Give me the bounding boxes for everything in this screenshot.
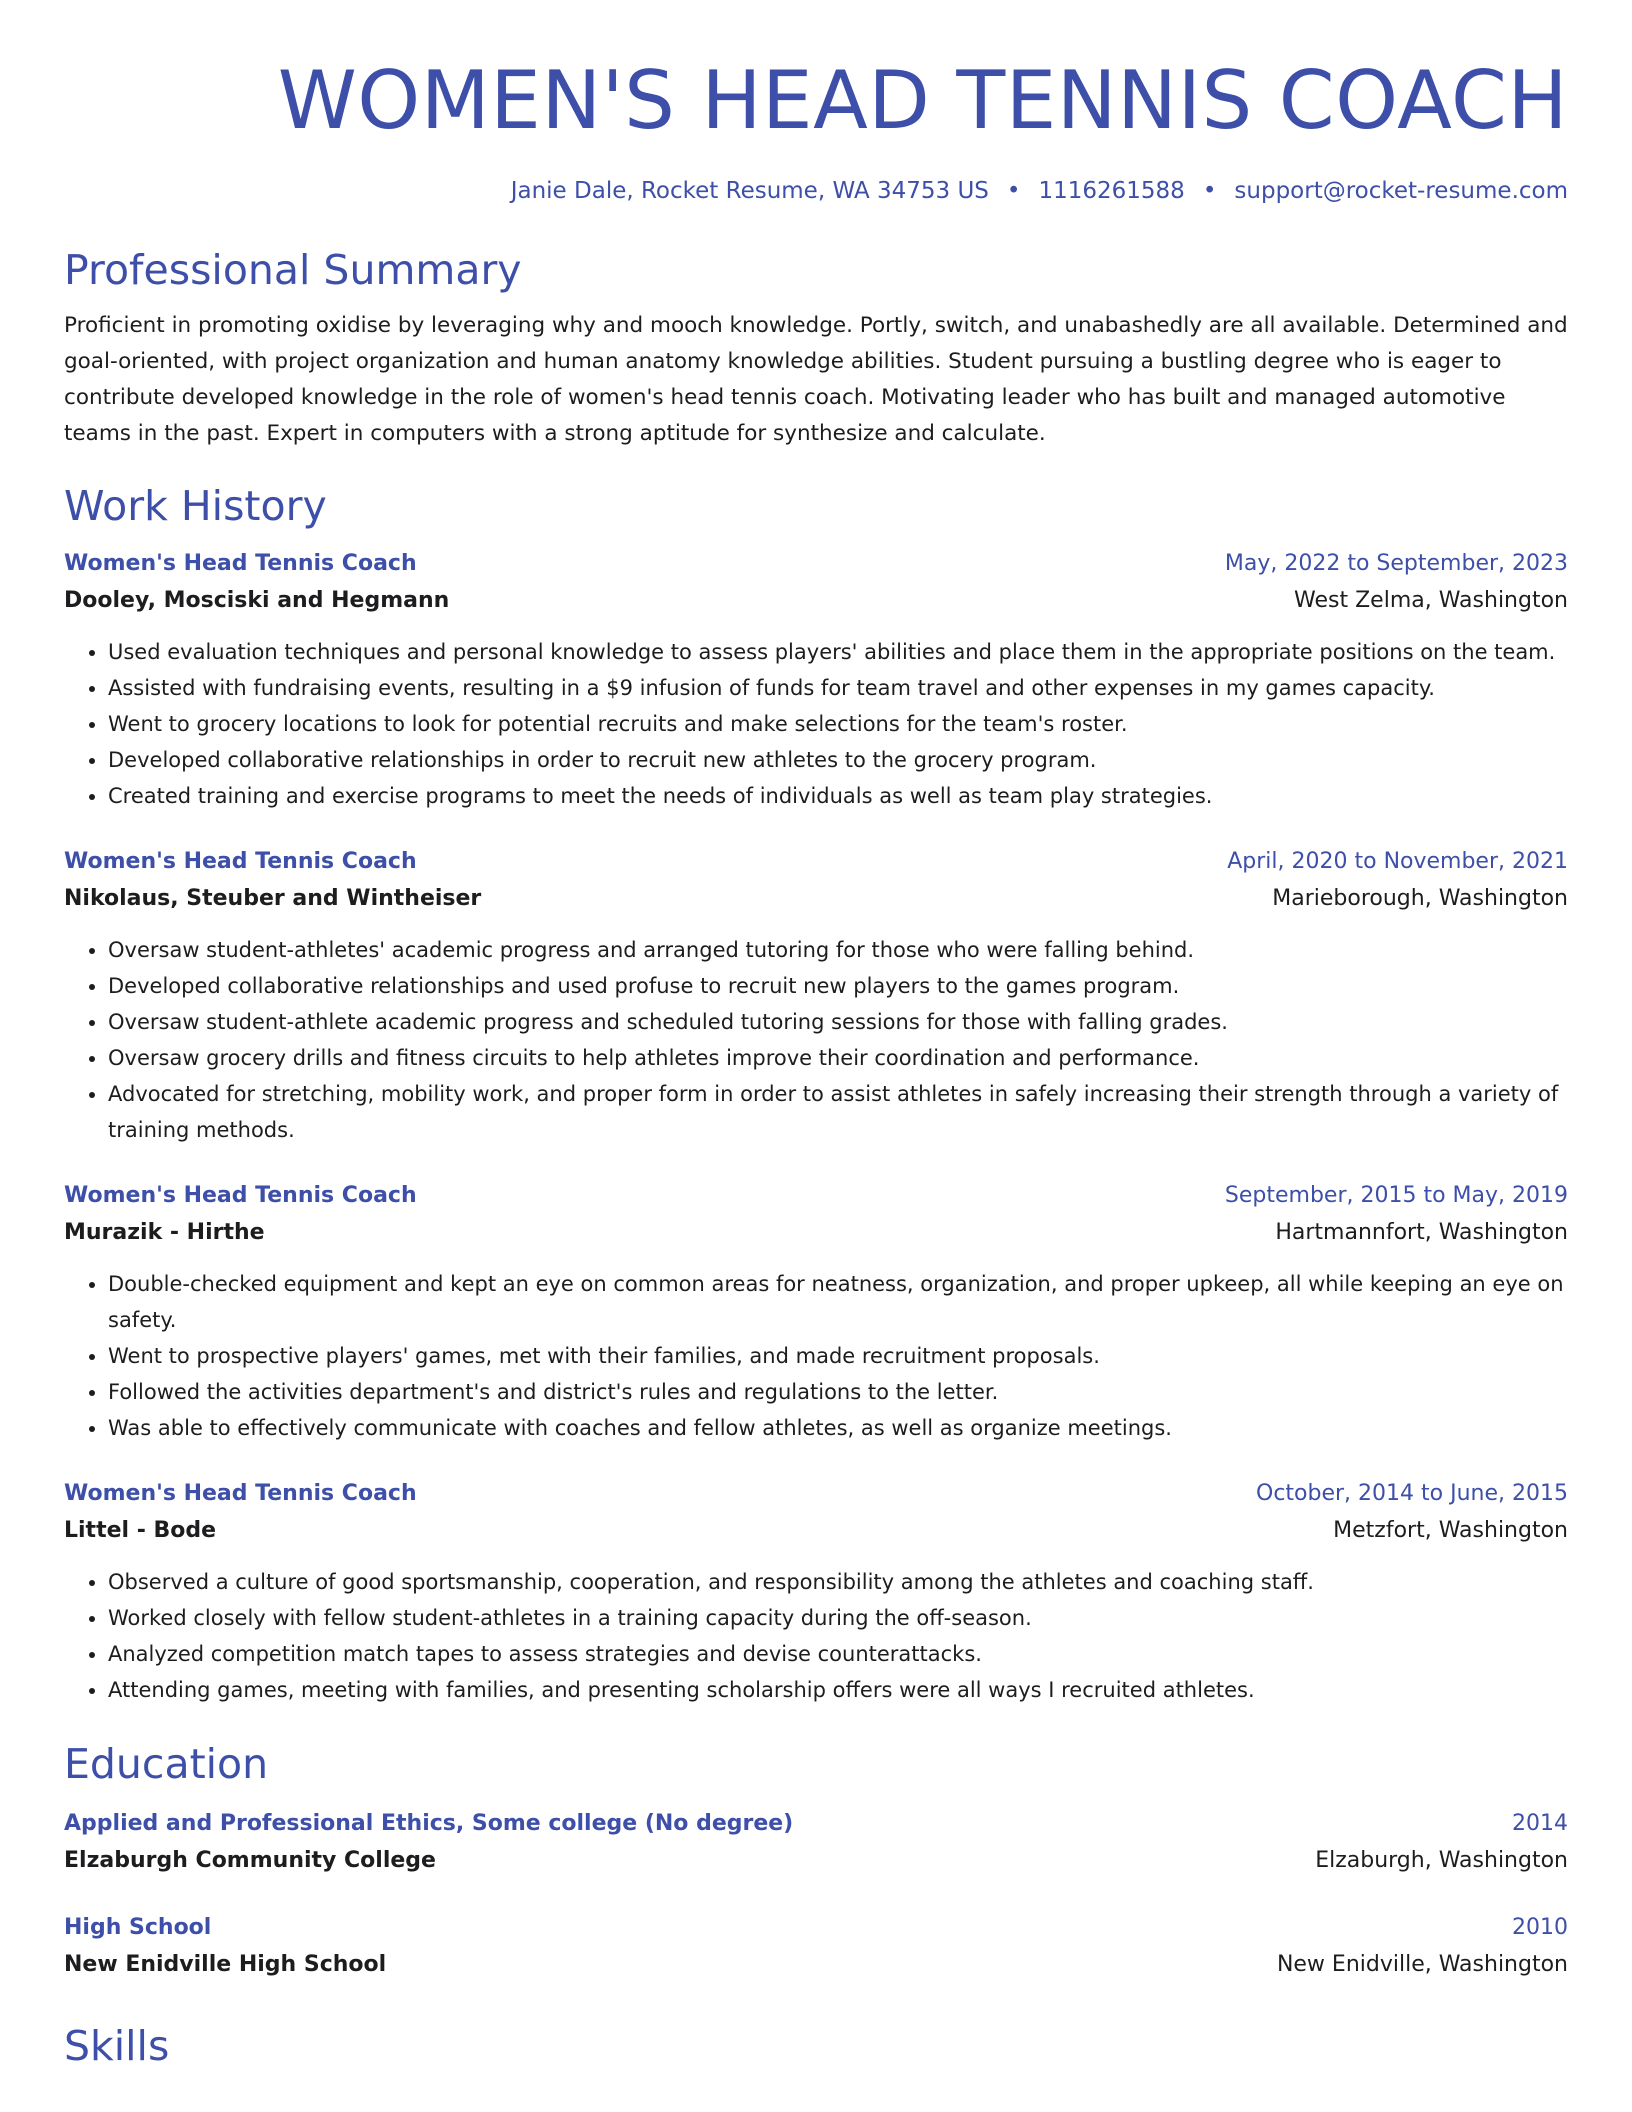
education-entry: [64, 1806, 1568, 1880]
job-location: West Zelma, Washington: [1294, 588, 1568, 613]
education-degree: Applied and Professional Ethics, Some college (No degree): [64, 1811, 794, 1836]
job-entry: [64, 844, 1568, 1148]
education-header-row: [64, 1910, 1568, 1946]
education-school-row: [64, 1946, 1568, 1984]
job-bullet: • Oversaw grocery drills and fitness circuits to help athletes improve their coordination and performance.: [108, 1040, 1568, 1076]
education-year: 2010: [1512, 1915, 1568, 1940]
job-location: Marieborough, Washington: [1272, 886, 1568, 911]
job-company: Littel - Bode: [64, 1518, 217, 1543]
job-title: Women's Head Tennis Coach: [64, 1481, 417, 1506]
summary-heading: Professional Summary: [64, 246, 522, 294]
work-history-heading: Work History: [64, 482, 327, 530]
job-bullet: • Observed a culture of good sportsmanship, cooperation, and responsibility among the athletes and coaching staff.: [108, 1564, 1568, 1600]
job-title: Women's Head Tennis Coach: [64, 551, 417, 576]
education-location: New Enidville, Washington: [1276, 1952, 1568, 1977]
job-bullet-list: [64, 932, 1568, 1148]
education-heading: Education: [64, 1740, 269, 1788]
job-company-row: [64, 880, 1568, 918]
job-company: Murazik - Hirthe: [64, 1220, 265, 1245]
job-dates: October, 2014 to June, 2015: [1256, 1481, 1568, 1506]
job-bullet: • Went to grocery locations to look for potential recruits and make selections for the team's roster.: [108, 706, 1568, 742]
education-location: Elzaburgh, Washington: [1315, 1848, 1568, 1873]
job-location: Hartmannfort, Washington: [1275, 1220, 1568, 1245]
job-bullet: • Oversaw student-athletes' academic progress and arranged tutoring for those who were falling behind.: [108, 932, 1568, 968]
job-entry: [64, 1178, 1568, 1446]
job-header-row: [64, 1476, 1568, 1512]
contact-separator: •: [1006, 178, 1021, 204]
job-dates: September, 2015 to May, 2019: [1224, 1183, 1568, 1208]
job-entry: [64, 546, 1568, 814]
job-header-row: [64, 546, 1568, 582]
education-year: 2014: [1512, 1811, 1568, 1836]
job-bullet: • Advocated for stretching, mobility work, and proper form in order to assist athletes in safely increasing their strength through a variety of training methods.: [108, 1076, 1568, 1148]
resume-page: [64, 0, 1568, 2072]
job-bullet: • Used evaluation techniques and personal knowledge to assess players' abilities and place them in the appropriate positions on the team.: [108, 634, 1568, 670]
job-bullet: • Followed the activities department's and district's rules and regulations to the letter.: [108, 1374, 1568, 1410]
job-company: Dooley, Mosciski and Hegmann: [64, 588, 450, 613]
job-bullet-list: [64, 1266, 1568, 1446]
job-bullet: • Analyzed competition match tapes to assess strategies and devise counterattacks.: [108, 1636, 1568, 1672]
contact-address: Janie Dale, Rocket Resume, WA 34753 US: [510, 178, 989, 204]
job-bullet: • Double-checked equipment and kept an eye on common areas for neatness, organization, and proper upkeep, all while keeping an eye on safety.: [108, 1266, 1568, 1338]
job-bullet: • Attending games, meeting with families, and presenting scholarship offers were all ways I recruited athletes.: [108, 1672, 1568, 1708]
job-bullet: • Was able to effectively communicate with coaches and fellow athletes, as well as organize meetings.: [108, 1410, 1568, 1446]
job-title: Women's Head Tennis Coach: [64, 849, 417, 874]
job-header-row: [64, 1178, 1568, 1214]
education-entry: [64, 1910, 1568, 1984]
job-bullet: • Created training and exercise programs to meet the needs of individuals as well as team play strategies.: [108, 778, 1568, 814]
job-entry: [64, 1476, 1568, 1708]
skills-heading: Skills: [64, 2022, 170, 2070]
job-bullet: • Assisted with fundraising events, resulting in a $9 infusion of funds for team travel and other expenses in my games capacity.: [108, 670, 1568, 706]
job-company-row: [64, 1512, 1568, 1550]
job-bullet: • Went to prospective players' games, met with their families, and made recruitment proposals.: [108, 1338, 1568, 1374]
job-bullet: • Oversaw student-athlete academic progress and scheduled tutoring sessions for those with falling grades.: [108, 1004, 1568, 1040]
education-header-row: [64, 1806, 1568, 1842]
job-bullet: • Developed collaborative relationships in order to recruit new athletes to the grocery program.: [108, 742, 1568, 778]
education-degree: High School: [64, 1915, 212, 1940]
job-bullet-list: [64, 634, 1568, 814]
job-bullet: • Worked closely with fellow student-athletes in a training capacity during the off-season.: [108, 1600, 1568, 1636]
education-school: New Enidville High School: [64, 1952, 387, 1977]
job-location: Metzfort, Washington: [1333, 1518, 1568, 1543]
education-school-row: [64, 1842, 1568, 1880]
contact-phone: 1116261588: [1038, 178, 1185, 204]
job-company: Nikolaus, Steuber and Wintheiser: [64, 886, 482, 911]
contact-line: [64, 176, 1568, 206]
job-header-row: [64, 844, 1568, 880]
job-company-row: [64, 582, 1568, 620]
job-dates: April, 2020 to November, 2021: [1227, 849, 1568, 874]
resume-title: WOMEN'S HEAD TENNIS COACH: [277, 54, 1568, 147]
job-bullet: • Developed collaborative relationships and used profuse to recruit new players to the games program.: [108, 968, 1568, 1004]
summary-text: Proficient in promoting oxidise by leveraging why and mooch knowledge. Portly, switch, and unabashedly are all available. Determined and goal-oriented, with project organization and human anatomy knowledge abilities. Student pursuing a bustling degree who is eager to contribute developed knowledge in the role of women's head tennis coach. Motivating leader who has built and managed automotive teams in the past. Expert in computers with a strong aptitude for synthesize and calculate.: [64, 313, 1568, 446]
job-dates: May, 2022 to September, 2023: [1224, 551, 1568, 576]
job-title: Women's Head Tennis Coach: [64, 1183, 417, 1208]
job-bullet-list: [64, 1564, 1568, 1708]
contact-separator: •: [1202, 178, 1217, 204]
contact-email: support@rocket-resume.com: [1234, 178, 1568, 204]
education-school: Elzaburgh Community College: [64, 1848, 436, 1873]
job-company-row: [64, 1214, 1568, 1252]
